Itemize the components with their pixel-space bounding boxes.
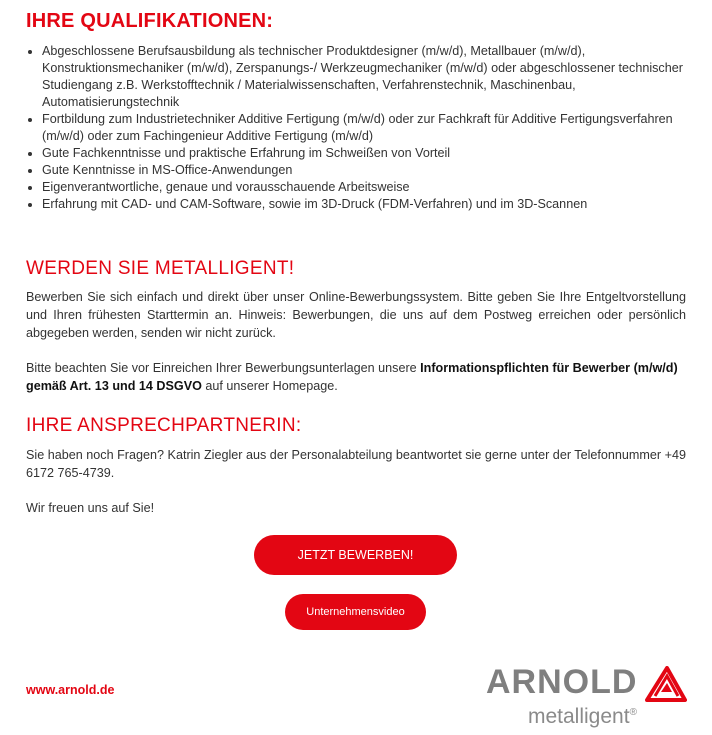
- logo-subline-text: metalligent: [528, 705, 630, 728]
- list-item: • Gute Kenntnisse in MS-Office-Anwendungen: [42, 162, 712, 179]
- apply-paragraph: Bewerben Sie sich einfach und direkt über unser Online-Bewerbungssystem. Bitte geben Sie Ihre Entgeltvorstellung und Ihren frühesten Starttermin an. Hinweis: Bewerbungen, die uns auf dem Postweg erreichen oder persönlich abgegeben werden, senden wir nicht zurück.: [26, 290, 686, 340]
- contact-paragraph: Sie haben noch Fragen? Katrin Ziegler aus der Personalabteilung beantwortet sie gerne unter der Telefonnummer +49 6172 765-4739.: [26, 448, 686, 480]
- privacy-prefix: Bitte beachten Sie vor Einreichen Ihrer Bewerbungsunterlagen unsere: [26, 361, 421, 375]
- privacy-paragraph: [26, 359, 686, 395]
- qualifications-heading: IHRE QUALIFIKATIONEN:: [26, 10, 274, 32]
- website-link[interactable]: www.arnold.de: [26, 683, 115, 697]
- logo-wordmark: ARNOLD: [486, 663, 638, 701]
- list-item: • Erfahrung mit CAD- und CAM-Software, sowie im 3D-Druck (FDM-Verfahren) und im 3D-Scannen: [42, 196, 712, 213]
- apply-button[interactable]: JETZT BEWERBEN!: [254, 535, 457, 575]
- privacy-link[interactable]: Informationspflichten für Bewerber (m/w/d) gemäß Art. 13 und 14 DSGVO: [26, 361, 678, 393]
- apply-heading: WERDEN SIE METALLIGENT!: [26, 258, 295, 279]
- logo-subline: [528, 700, 637, 730]
- contact-heading: IHRE ANSPRECHPARTNERIN:: [26, 415, 302, 436]
- closing-text: Wir freuen uns auf Sie!: [26, 501, 155, 515]
- list-item: • Abgeschlossene Berufsausbildung als technischer Produktdesigner (m/w/d), Metallbauer (m/w/d), Konstruktionsmechaniker (m/w/d), Zerspanungs-/ Werkzeugmechaniker (m/w/d) oder abgeschlossener technischer Studiengang z.B. Werkstofftechnik / Materialwissenschaften, Verfahrenstechnik, Maschinenbau, Automatisierungstechnik: [42, 43, 712, 111]
- company-video-button[interactable]: Unternehmensvideo: [285, 594, 426, 630]
- list-item: • Eigenverantwortliche, genaue und vorausschauende Arbeitsweise: [42, 179, 712, 196]
- list-item: • Gute Fachkenntnisse und praktische Erfahrung im Schweißen von Vorteil: [42, 145, 712, 162]
- list-item: • Fortbildung zum Industrietechniker Additive Fertigung (m/w/d) oder zur Fachkraft für Additive Fertigungsverfahren (m/w/d) oder zum Fachingenieur Additive Fertigung (m/w/d): [42, 111, 712, 145]
- arnold-logo: [486, 662, 692, 730]
- arnold-logo-icon: [645, 666, 687, 704]
- registered-mark: ®: [629, 707, 637, 718]
- qualifications-list: [26, 43, 712, 213]
- privacy-suffix: auf unserer Homepage.: [201, 379, 338, 393]
